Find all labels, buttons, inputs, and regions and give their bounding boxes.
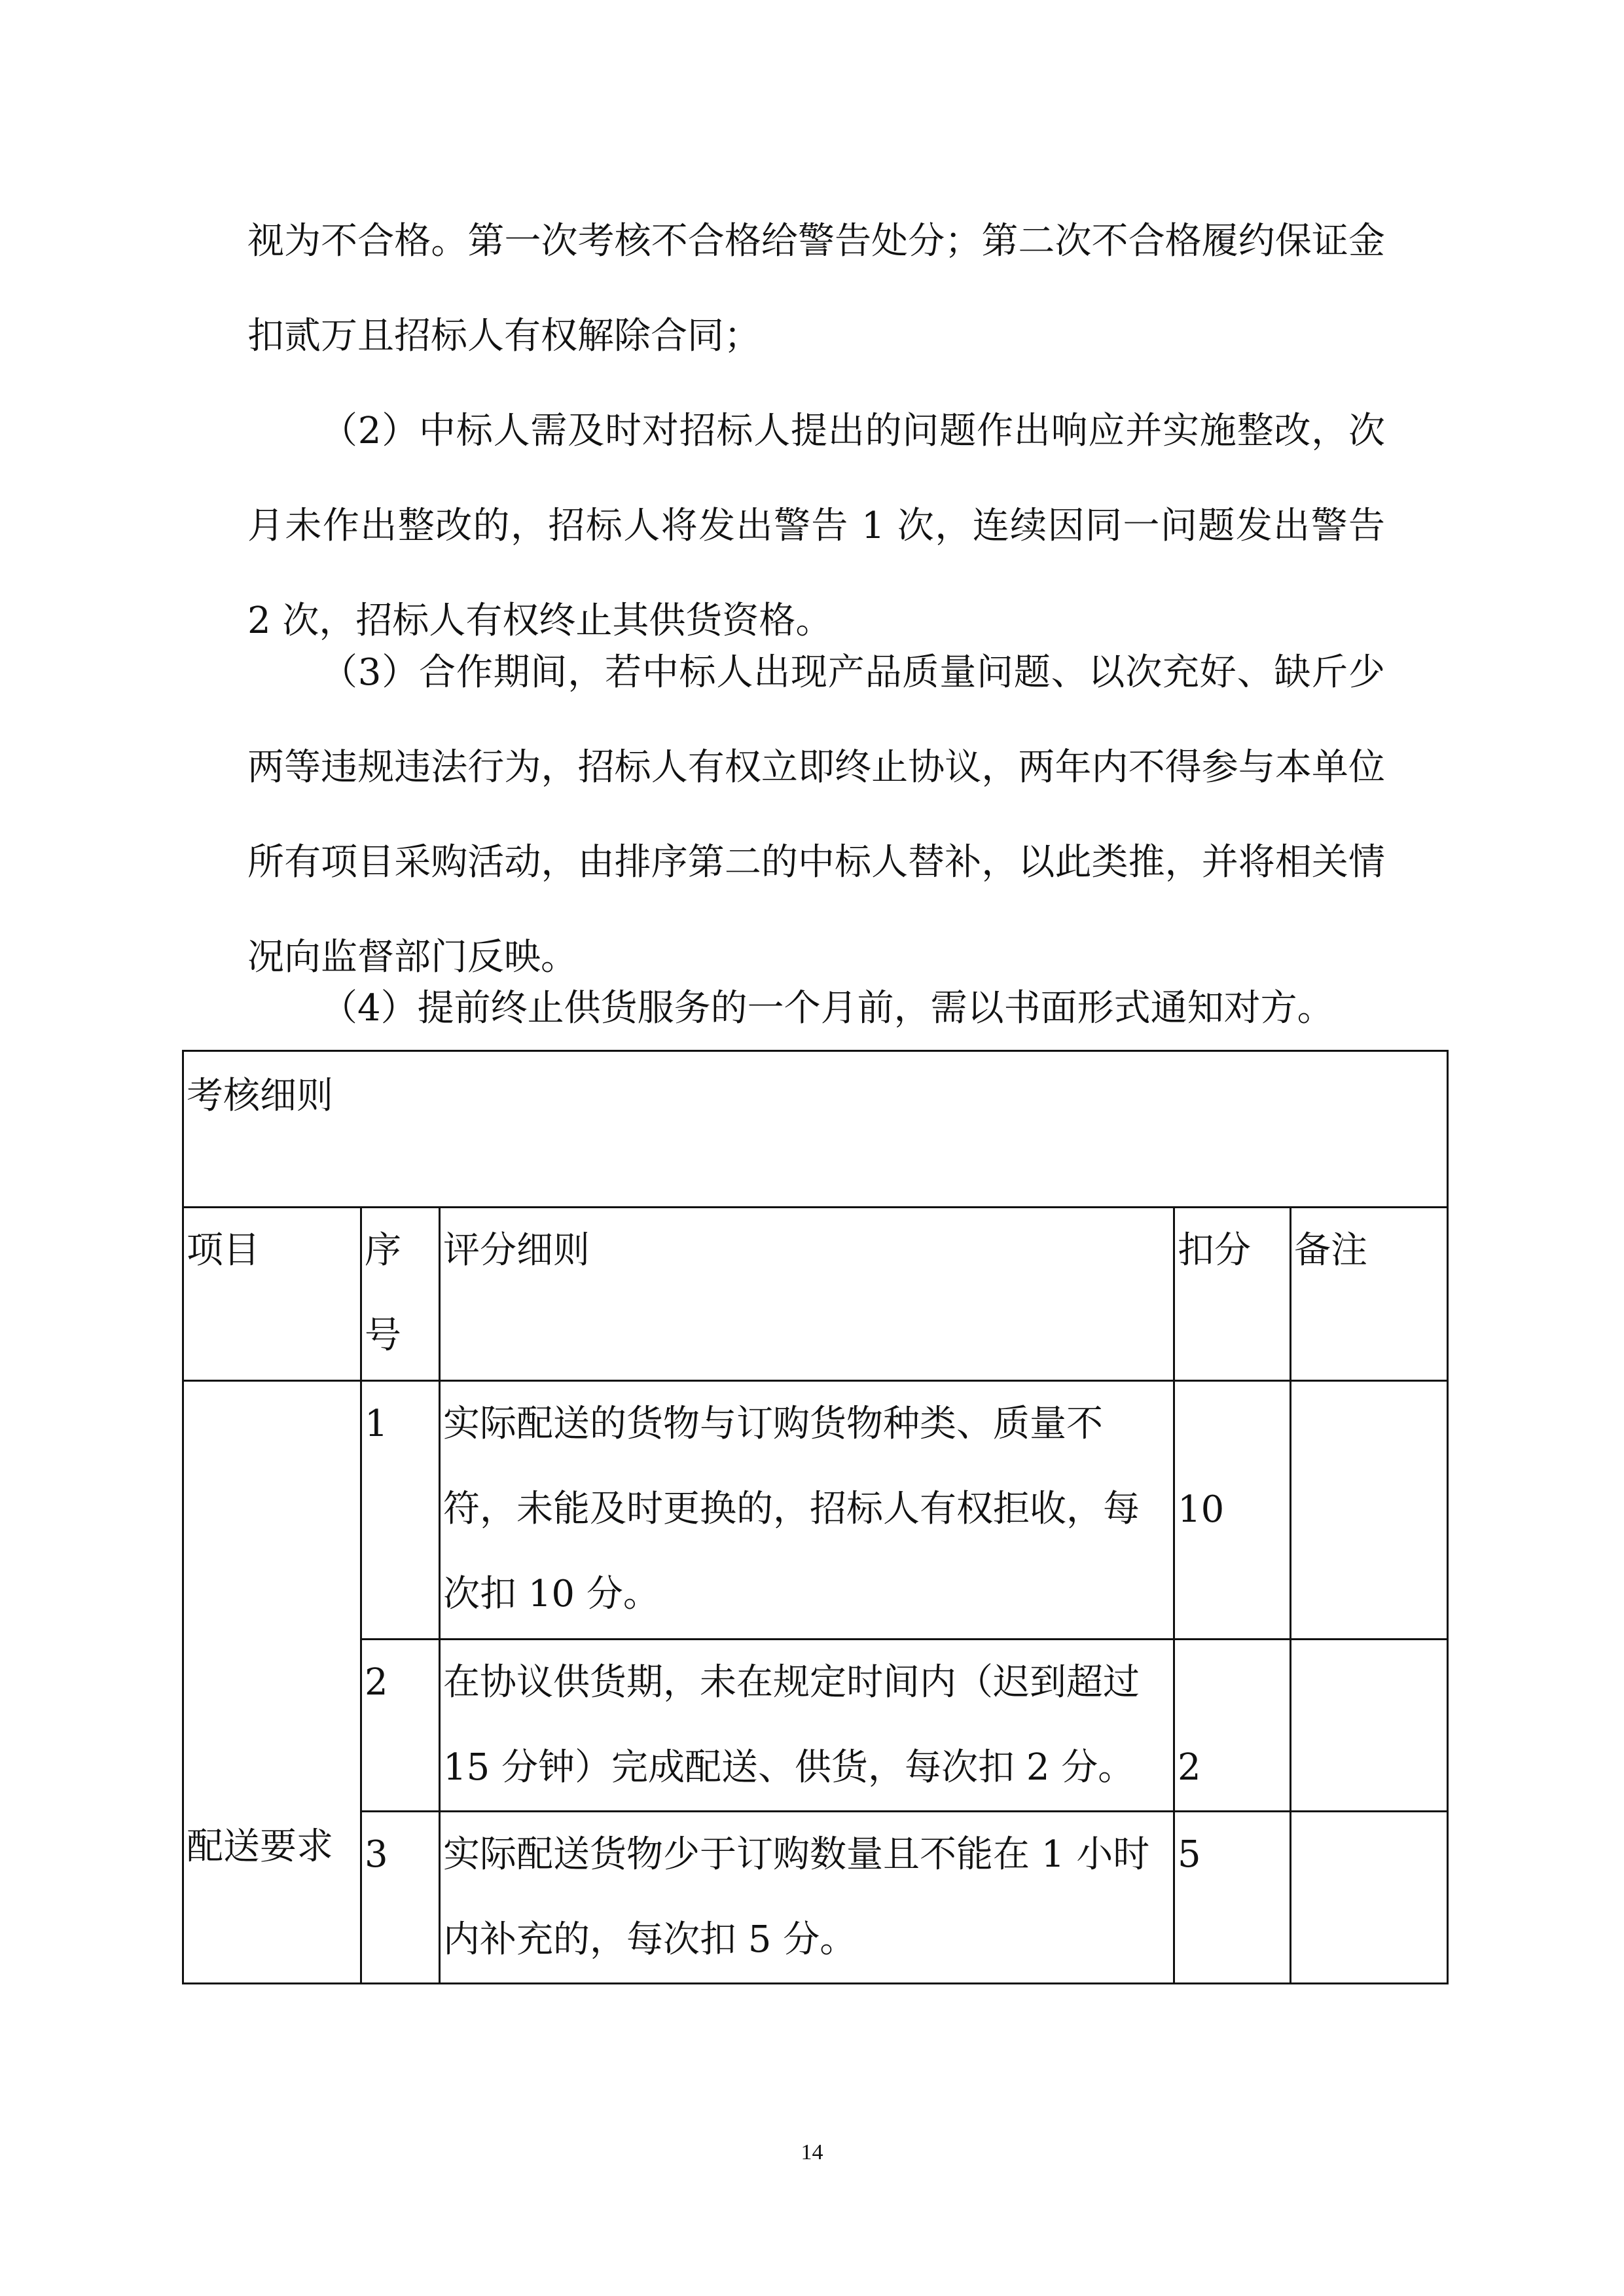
row-rule: 实际配送货物少于订购数量且不能在 1 小时内补充的，每次扣 5 分。 [440, 1812, 1174, 1984]
table-row [183, 1381, 1448, 1640]
page-number: 14 [801, 2140, 823, 2164]
row-deduct: 10 [1174, 1381, 1291, 1640]
row-rule: 实际配送的货物与订购货物种类、质量不符，未能及时更换的，招标人有权拒收，每次扣 10 分。 [440, 1381, 1174, 1640]
header-rule: 评分细则 [440, 1208, 1174, 1381]
table-row [183, 1640, 1448, 1812]
paragraph-item-4: （4）提前终止供货服务的一个月前，需以书面形式通知对方。 [321, 987, 1334, 1030]
group-label: 配送要求 [187, 1825, 333, 1868]
row-seq: 1 [361, 1381, 440, 1640]
row-deduct: 5 [1174, 1812, 1291, 1984]
table-row [183, 1812, 1448, 1984]
table-title-row [183, 1051, 1448, 1208]
header-remark: 备注 [1291, 1208, 1448, 1381]
row-remark [1291, 1640, 1448, 1812]
table-title-cell [183, 1051, 1448, 1208]
row-deduct: 2 [1174, 1640, 1291, 1812]
paragraph-item-2: （2）中标人需及时对招标人提出的问题作出响应并实施整改，次月未作出整改的，招标人将发出警告 1 次，连续因同一问题发出警告 2 次，招标人有权终止其供货资格。 [247, 410, 1385, 642]
group-label-cell [183, 1381, 361, 1984]
row-seq: 3 [361, 1812, 440, 1984]
table-title: 考核细则 [187, 1075, 333, 1117]
header-deduct: 扣分 [1174, 1208, 1291, 1381]
assessment-table [182, 1050, 1449, 1984]
row-seq: 2 [361, 1640, 440, 1812]
row-rule: 在协议供货期，未在规定时间内（迟到超过 15 分钟）完成配送、供货，每次扣 2 分。 [440, 1640, 1174, 1812]
header-item: 项目 [183, 1208, 361, 1381]
header-seq: 序号 [361, 1208, 440, 1381]
paragraph-item-3: （3）合作期间，若中标人出现产品质量问题、以次充好、缺斤少两等违规违法行为，招标人有权立即终止协议，两年内不得参与本单位所有项目采购活动，由排序第二的中标人替补，以此类推，并将相关情况向监督部门反映。 [247, 651, 1385, 978]
row-remark [1291, 1812, 1448, 1984]
table-header-row [183, 1208, 1448, 1381]
row-remark [1291, 1381, 1448, 1640]
paragraph-continuation: 视为不合格。第一次考核不合格给警告处分；第二次不合格履约保证金扣贰万且招标人有权解除合同； [247, 220, 1385, 357]
